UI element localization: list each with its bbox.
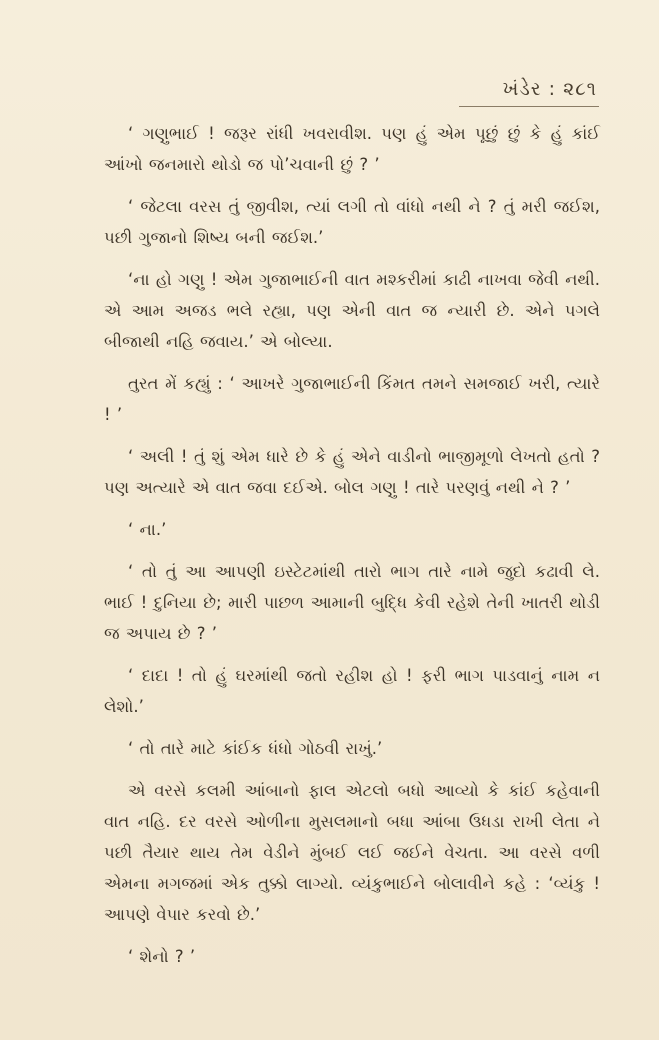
- running-head: ખંડેર : ૨૮૧: [502, 78, 597, 100]
- header-rule: [459, 106, 599, 107]
- paragraph: ‘ જેટલા વરસ તું જીવીશ, ત્યાં લગી તો વાંધો નથી ને ? તું મરી જઈશ, પછી ગુજાનો શિષ્ય બની જઈશ.’: [104, 197, 600, 247]
- paragraph: તુરત મેં કહ્યું : ‘ આખરે ગુજાભાઈની કિંમત તમને સમજાઈ ખરી, ત્યારે ! ’: [104, 374, 600, 424]
- paragraph: એ વરસે કલમી આંબાનો ફાલ એટલો બધો આવ્યો કે કાંઈ કહેવાની વાત નહિ. દર વરસે ઓળીના મુસલમાનો બધા આંબા ઉધડા રાખી લેતા ને પછી તૈયાર થાય તેમ વેડીને મુંબઈ લઈ જઈને વેચતા. આ વરસે વળી એમના મગજમાં એક તુક્કો લાગ્યો. વ્યંકુભાઈને બોલાવીને કહે : ‘વ્યંકુ ! આપણે વેપાર કરવો છે.’: [104, 781, 600, 924]
- paragraph: ‘ તો તું આ આપણી ઇસ્ટેટમાંથી તારો ભાગ તારે નામે જુદો કઢાવી લે. ભાઈ ! દુનિયા છે; મારી પાછળ આમાની બુદ્ધિ કેવી રહેશે તેની ખાતરી થોડી જ અપાય છે ? ’: [104, 562, 600, 643]
- paragraph: ‘ના હો ગણુ ! એમ ગુજાભાઈની વાત મશ્કરીમાં કાઢી નાખવા જેવી નથી. એ આમ અજડ ભલે રહ્યા, પણ એની વાત જ ન્યારી છે. એને પગલે બીજાથી નહિ જવાય.’ એ બોલ્યા.: [104, 270, 600, 351]
- paragraph: ‘ ગણુભાઈ ! જરૂર રાંધી ખવરાવીશ. પણ હું એમ પૂછું છું કે હું કાંઈ આંખો જનમારો થોડો જ પો’ચવાની છું ? ’: [104, 124, 600, 174]
- paragraph: ‘ ના.’: [128, 520, 167, 539]
- paragraph: ‘ દાદા ! તો હું ઘરમાંથી જતો રહીશ હો ! ફરી ભાગ પાડવાનું નામ ન લેશો.’: [104, 666, 600, 716]
- body-text: [104, 118, 600, 983]
- paragraph: ‘ શેનો ? ’: [128, 947, 196, 966]
- paragraph: ‘ અલી ! તું શું એમ ધારે છે કે હું એને વાડીનો ભાજીમૂળો લેખતો હતો ? પણ અત્યારે એ વાત જવા દઈએ. બોલ ગણુ ! તારે પરણવું નથી ને ? ’: [104, 447, 600, 497]
- paragraph: ‘ તો તારે માટે કાંઈક ધંધો ગોઠવી રાખું.’: [128, 739, 383, 758]
